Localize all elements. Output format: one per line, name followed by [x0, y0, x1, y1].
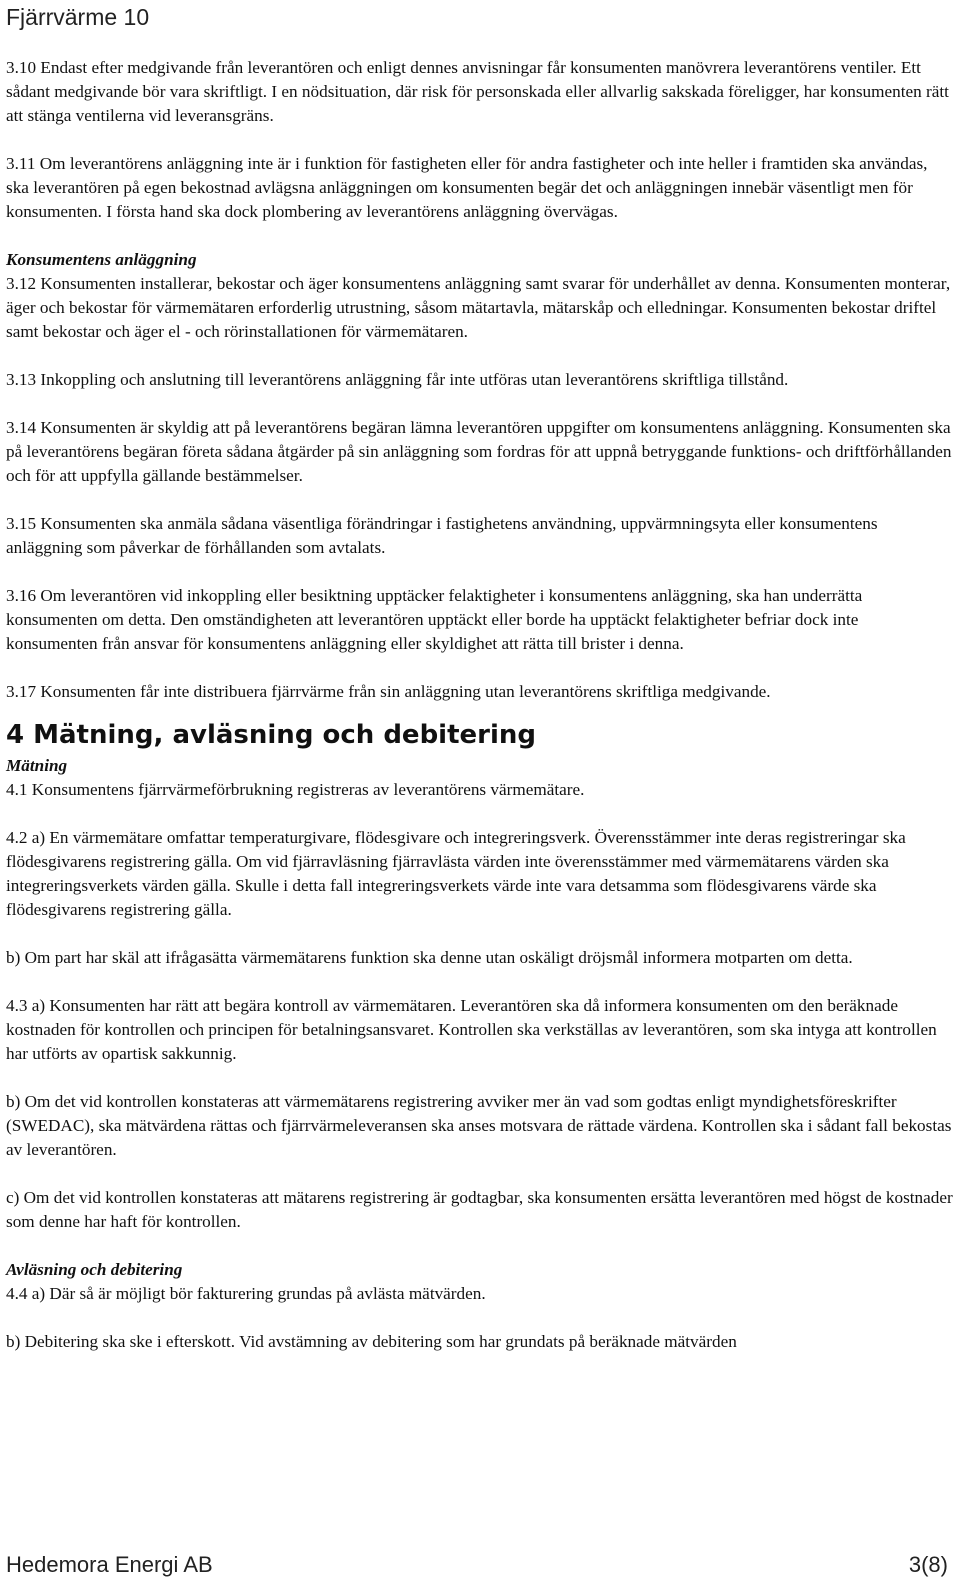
paragraph-3-15: 3.15 Konsumenten ska anmäla sådana väsentliga förändringar i fastighetens användning, uppvärmningsyta eller konsumentens anläggning som påverkar de förhållanden som avtalats. — [6, 514, 878, 557]
paragraph-3-14: 3.14 Konsumenten är skyldig att på leverantörens begäran lämna leverantören uppgifter om konsumentens anläggning. Konsumenten ska på leverantörens begäran företa sådana åtgärder på sin anläggning som fordras för att uppnå betryggande funktions- och driftförhållanden och för att uppfylla gällande bestämmelser. — [6, 418, 952, 485]
paragraph-4-2b: b) Om part har skäl att ifrågasätta värmemätarens funktion ska denne utan oskäligt dröjsmål informera motparten om detta. — [6, 948, 853, 967]
paragraph-4-2a: 4.2 a) En värmemätare omfattar temperaturgivare, flödesgivare och integreringsverk. Överensstämmer inte deras registreringar ska flödesgivarens registrering gälla. Om vid fjärravläsning fjärravlästa värden inte överensstämmer med värmemätarens värden ska integreringsverkets värden gälla. Skulle i detta fall integreringsverkets värde inte vara detsamma som flödesgivarens värde ska flödesgivarens registrering gälla. — [6, 828, 906, 919]
paragraph-4-3c: c) Om det vid kontrollen konstateras att mätarens registrering är godtagbar, ska konsumenten ersätta leverantören med högst de kostnader som denne har haft för kontrollen. — [6, 1188, 953, 1231]
section-4-heading: 4 Mätning, avläsning och debitering — [6, 720, 537, 750]
footer-company: Hedemora Energi AB — [6, 1552, 213, 1577]
subheading-avlasning-och-debitering: Avläsning och debitering — [6, 1260, 183, 1279]
paragraph-4-3a: 4.3 a) Konsumenten har rätt att begära kontroll av värmemätaren. Leverantören ska då informera konsumenten om den beräknade kostnaden för kontrollen och principen för betalningsansvaret. Kontrollen ska verkställas av leverantören, som ska intyga att kontrollen har utförts av opartisk sakkunnig. — [6, 996, 937, 1063]
paragraph-4-3b: b) Om det vid kontrollen konstateras att värmemätarens registrering avviker mer än vad som godtas enligt myndighetsföreskrifter (SWEDAC), ska mätvärdena rättas och fjärrvärmeleveransen ska anses motsvara de rättade värdena. Kontrollen ska i sådant fall bekostas av leverantören. — [6, 1092, 952, 1159]
paragraph-4-4a: 4.4 a) Där så är möjligt bör fakturering grundas på avlästa mätvärden. — [6, 1284, 486, 1303]
paragraph-3-11: 3.11 Om leverantörens anläggning inte är i funktion för fastigheten eller för andra fastigheter och inte heller i framtiden ska användas, ska leverantören på egen bekostnad avlägsna anläggningen om konsumenten begär det och anläggningen innebär väsentligt men för konsumenten. I första hand ska dock plombering av leverantörens anläggning övervägas. — [6, 154, 928, 221]
footer-page-number: 3(8) — [908, 1552, 948, 1577]
paragraph-3-12: 3.12 Konsumenten installerar, bekostar och äger konsumentens anläggning samt svarar för underhållet av denna. Konsumenten monterar, äger och bekostar för värmemätaren erforderlig utrustning, såsom mätartavla, mätarskåp och elledningar. Konsumenten bekostar driftel samt bekostar och äger el - och rörinstallationen för värmemätaren. — [6, 274, 951, 341]
paragraph-4-4b: b) Debitering ska ske i efterskott. Vid avstämning av debitering som har grundats på beräknade mätvärden — [6, 1332, 737, 1351]
document-body — [6, 56, 954, 1378]
subheading-matning: Mätning — [6, 756, 68, 775]
paragraph-3-17: 3.17 Konsumenten får inte distribuera fjärrvärme från sin anläggning utan leverantörens skriftliga medgivande. — [6, 682, 771, 701]
paragraph-3-13: 3.13 Inkoppling och anslutning till leverantörens anläggning får inte utföras utan leverantörens skriftliga tillstånd. — [6, 370, 789, 389]
paragraph-3-10: 3.10 Endast efter medgivande från leverantören och enligt dennes anvisningar får konsumenten manövrera leverantörens ventiler. Ett sådant medgivande bör vara skriftligt. I en nödsituation, där risk för personskada eller allvarlig sakskada föreligger, har konsumenten rätt att stänga ventilerna vid leveransgräns. — [6, 58, 949, 125]
page-footer — [6, 1552, 954, 1578]
paragraph-4-1: 4.1 Konsumentens fjärrvärmeförbrukning registreras av leverantörens värmemätare. — [6, 780, 585, 799]
subheading-konsumentens-anlaggning: Konsumentens anläggning — [6, 250, 197, 269]
paragraph-3-16: 3.16 Om leverantören vid inkoppling eller besiktning upptäcker felaktigheter i konsumentens anläggning, ska han underrätta konsumenten om detta. Den omständigheten att leverantören upptäckt eller borde ha upptäckt felaktigheter befriar dock inte konsumenten från ansvar för konsumentens anläggning eller skyldighet att rätta till brister i denna. — [6, 586, 863, 653]
page-header: Fjärrvärme 10 — [6, 4, 150, 30]
